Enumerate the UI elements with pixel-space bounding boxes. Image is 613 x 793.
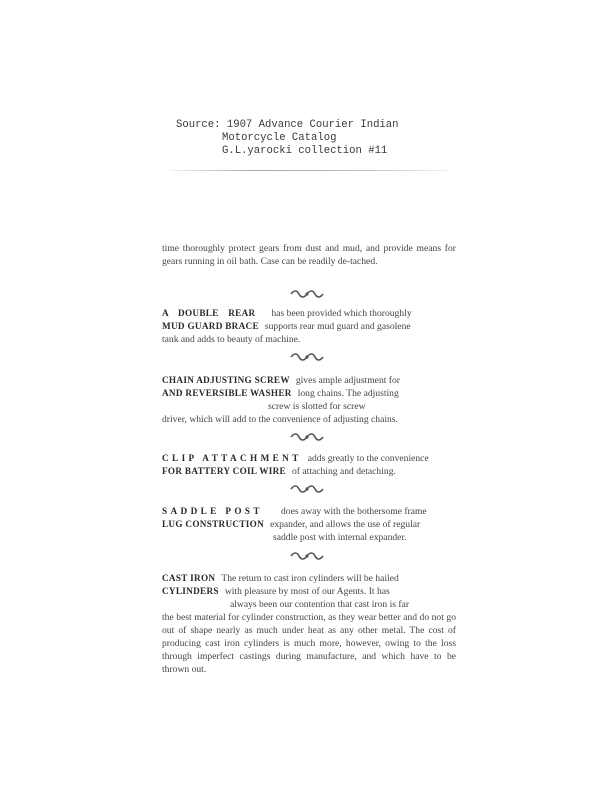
section-heading: AND REVERSIBLE WASHER	[162, 388, 292, 398]
intro-text: time thoroughly protect gears from dust and mud, and provide means for gears running in oil bath. Case can be readily de-tached.	[162, 243, 456, 267]
section-text: with pleasure by most of our Agents. It has	[224, 586, 390, 597]
section-text: gives ample adjustment for	[295, 375, 400, 386]
section-heading: CAST IRON	[162, 573, 216, 583]
section-saddle-post	[162, 505, 456, 544]
section-text: supports rear mud guard and gasolene	[264, 321, 411, 332]
section-text: always been our contention that cast iron is far	[230, 599, 410, 610]
source-line: Motorcycle Catalog	[222, 132, 337, 144]
section-heading: CHAIN ADJUSTING SCREW	[162, 375, 290, 385]
section-text: driver, which will add to the convenience of adjusting chains.	[162, 414, 398, 425]
ornament-icon	[0, 290, 613, 298]
section-chain-adjusting-screw	[162, 374, 456, 426]
ornament-icon	[0, 353, 613, 361]
section-clip-attachment	[162, 452, 456, 478]
section-heading: CLIP ATTACHMENT	[162, 453, 302, 463]
section-text: adds greatly to the convenience	[307, 453, 429, 464]
section-heading: MUD GUARD BRACE	[162, 321, 259, 331]
section-text: The return to cast iron cylinders will be hailed	[221, 573, 399, 584]
section-heading: A DOUBLE REAR	[162, 308, 256, 318]
section-text: long chains. The adjusting	[297, 388, 399, 399]
section-text: screw is slotted for screw	[268, 401, 366, 412]
source-note	[176, 119, 399, 158]
intro-paragraph	[162, 242, 456, 268]
ornament-icon	[0, 552, 613, 560]
section-text: saddle post with internal expander.	[273, 532, 407, 543]
ornament-icon	[0, 433, 613, 441]
section-mud-guard-brace	[162, 307, 456, 346]
section-text: of attaching and detaching.	[292, 466, 396, 477]
ornament-icon	[0, 485, 613, 493]
section-text: tank and adds to beauty of machine.	[162, 334, 301, 345]
section-text: expander, and allows the use of regular	[270, 519, 421, 530]
section-cast-iron-cylinders	[162, 572, 456, 676]
source-line: Source: 1907 Advance Courier Indian	[176, 119, 399, 131]
section-text: the best material for cylinder construction, as they wear better and do not go out of shape nearly as much under heat as any other metal. The cost of producing cast iron cylinders is much more, however, owing to the loss through imperfect castings during manufacture, and which have to be thrown out.	[162, 612, 456, 675]
divider-rule	[170, 170, 450, 171]
source-line: G.L.yarocki collection #11	[222, 145, 388, 157]
section-text: does away with the bothersome frame	[280, 506, 427, 517]
section-heading: FOR BATTERY COIL WIRE	[162, 466, 286, 476]
section-heading: CYLINDERS	[162, 586, 219, 596]
section-heading: LUG CONSTRUCTION	[162, 519, 265, 529]
section-text: has been provided which thoroughly	[271, 308, 412, 319]
section-heading: SADDLE POST	[162, 506, 263, 516]
